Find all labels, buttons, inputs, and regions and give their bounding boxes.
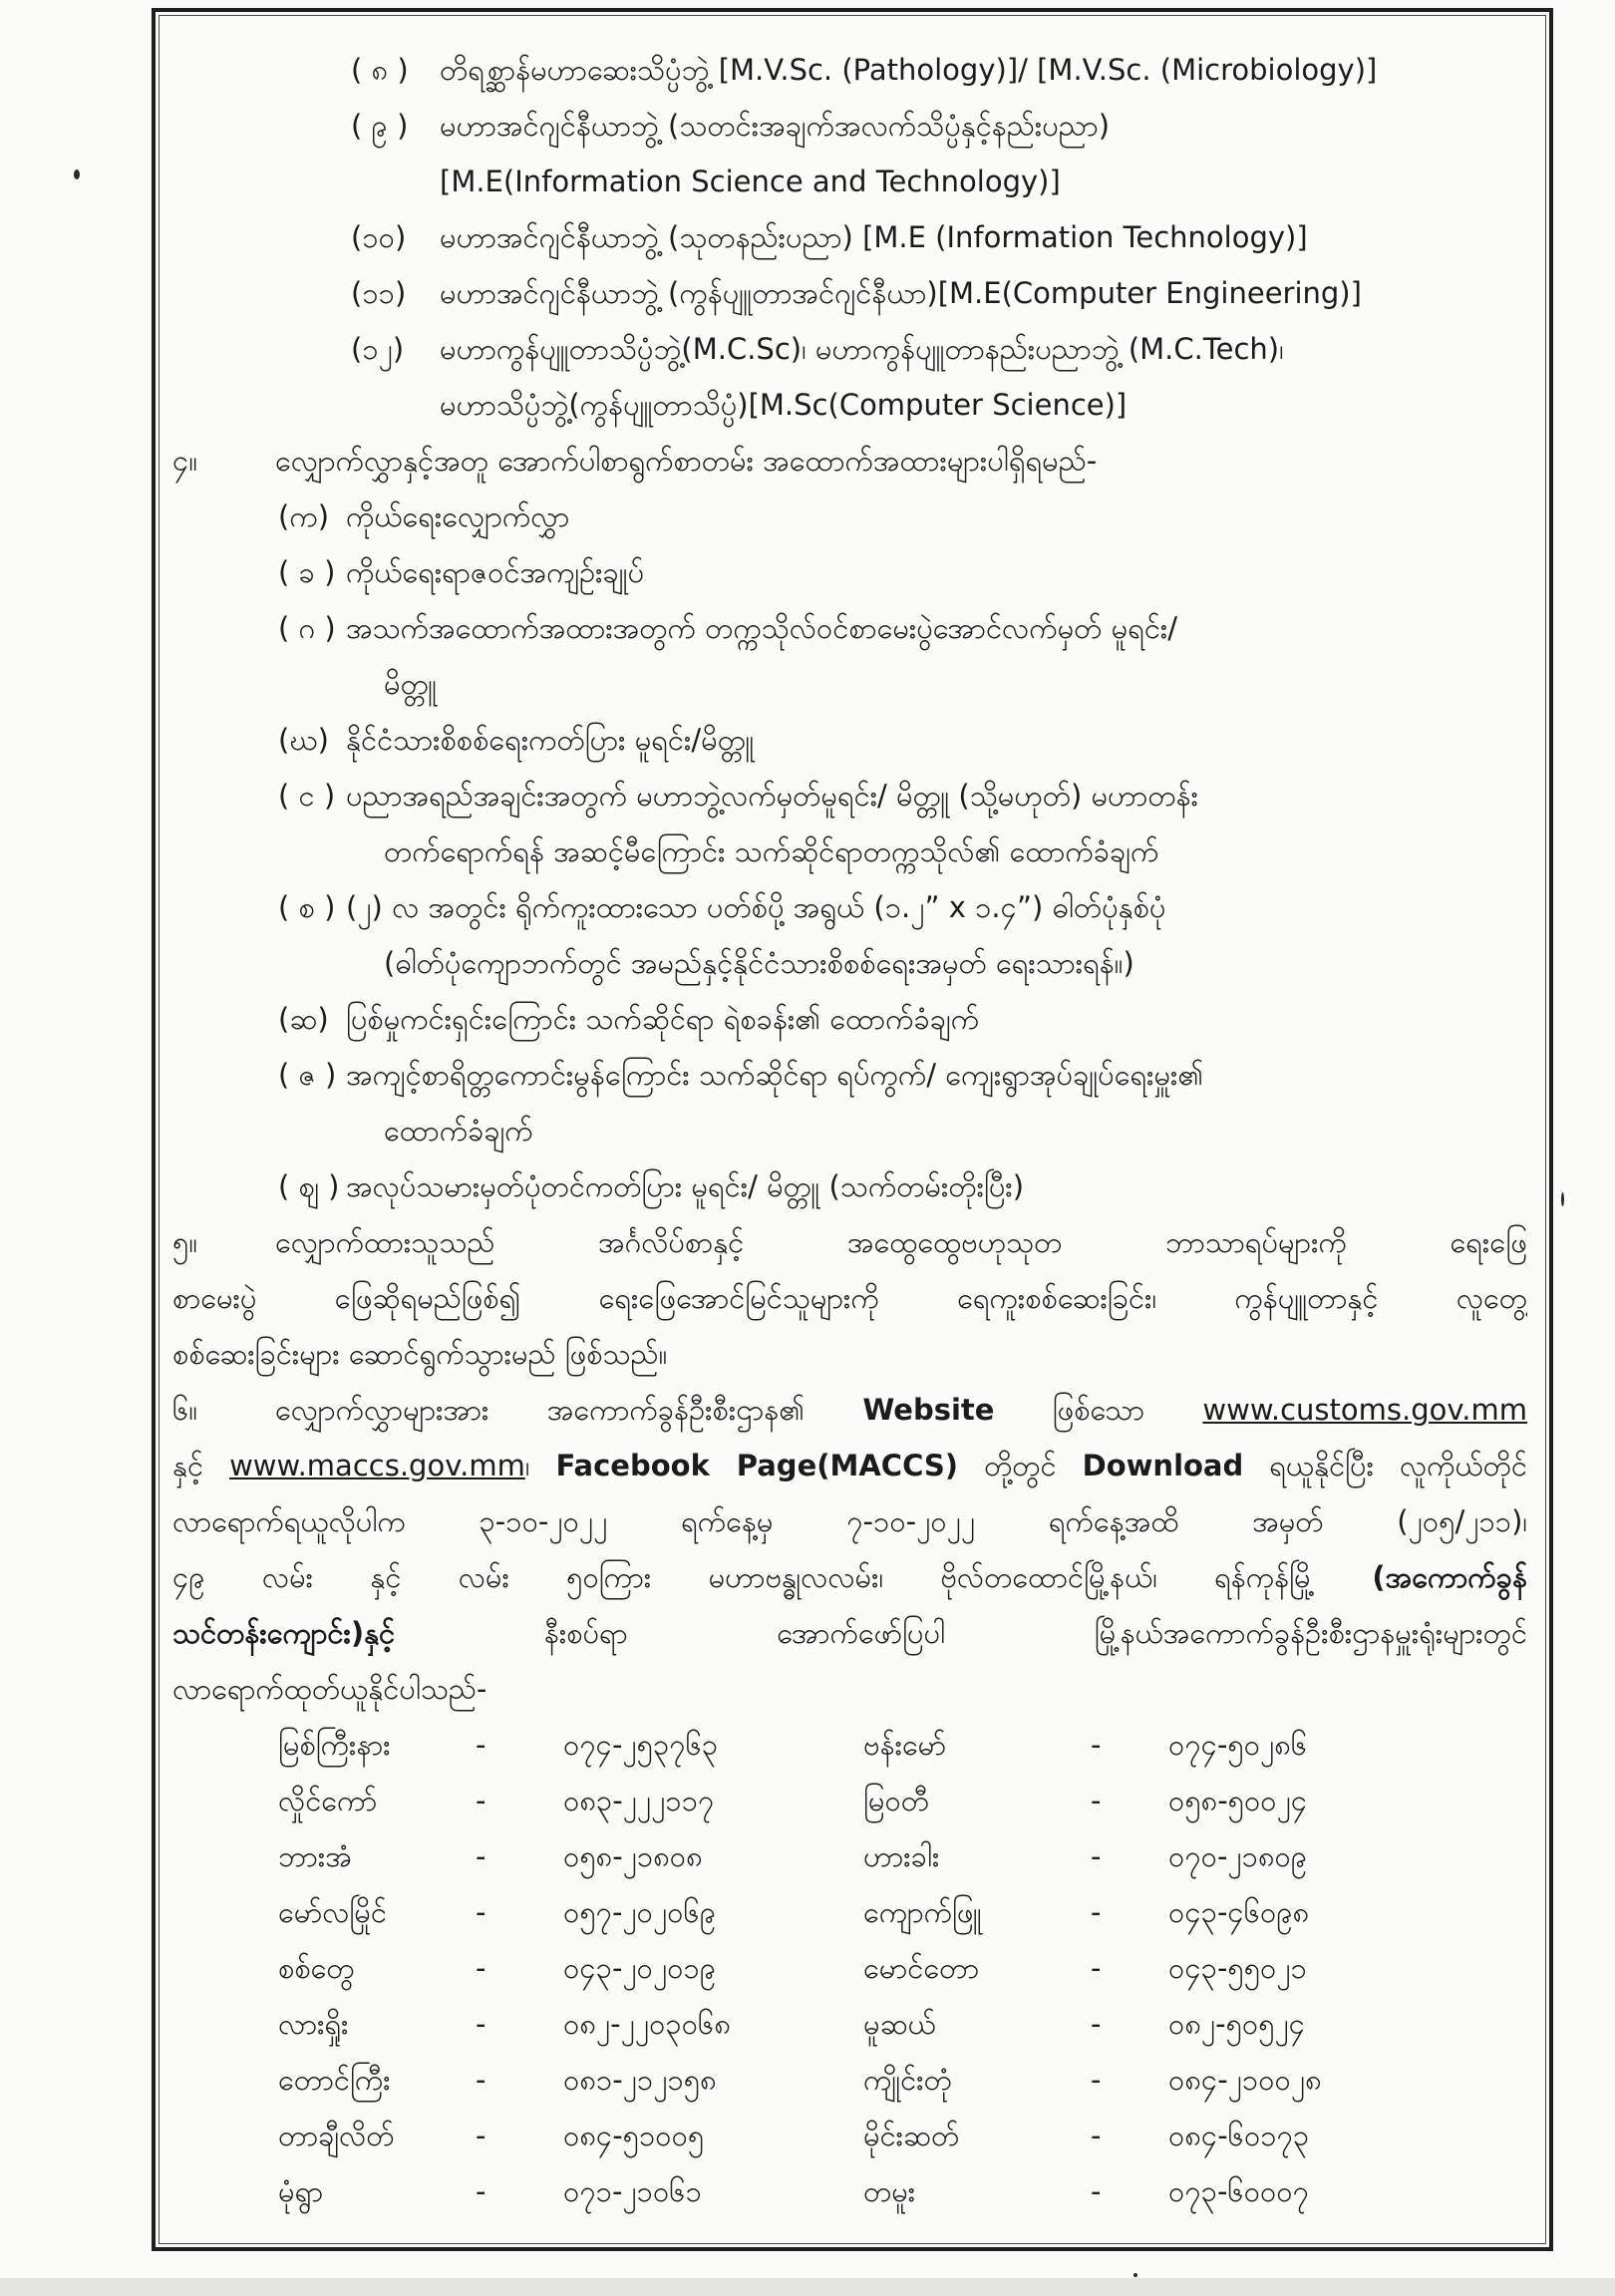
text-segment: ရယူနိုင်ပြီး လူကိုယ်တိုင် xyxy=(1243,1449,1527,1482)
office-row xyxy=(0,2163,1615,2219)
section-6-line xyxy=(0,1661,1615,1717)
office-dash: - xyxy=(1091,1895,1102,1929)
degree-item xyxy=(0,209,1615,265)
document-requirement-item xyxy=(0,544,1615,600)
paragraph-text: လျှောက်ထားသူသည် အင်္ဂလိပ်စာနှင့် အထွေထွေဗဟုသုတ ဘာသာရပ်များကို ရေးဖြေ xyxy=(275,1225,1527,1259)
degree-item-text: မဟာကွန်ပျူတာသိပ္ပံဘွဲ့(M.C.Sc)၊ မဟာကွန်ပျူတာနည်းပညာဘွဲ့ (M.C.Tech)၊ xyxy=(440,332,1284,366)
office-row xyxy=(0,2052,1615,2108)
office-name: ဘားအံ xyxy=(278,1839,352,1873)
document-requirement-item xyxy=(0,600,1615,656)
office-phone: ၀၄၃-၅၅၀၂၁ xyxy=(1168,1951,1307,1985)
requirement-text: ကိုယ်ရေးလျှောက်လွှာ xyxy=(346,499,570,533)
office-dash: - xyxy=(476,1784,486,1817)
office-phone: ၀၅၇-၂၀၂၀၆၉ xyxy=(563,1895,717,1929)
document-body xyxy=(0,42,1615,2219)
office-name: မော်လမြိုင် xyxy=(278,1895,387,1929)
website-label: Website xyxy=(862,1393,995,1427)
requirement-label: ( ဈ ) xyxy=(278,1169,340,1203)
text-segment: လျှောက်လွှာများအား အကောက်ခွန်ဦးစီးဌာန၏ xyxy=(275,1393,863,1427)
document-requirement-item xyxy=(0,489,1615,544)
degree-item-text: မဟာအင်ဂျင်နီယာဘွဲ့ (သုတနည်းပညာ) [M.E (Information Technology)] xyxy=(440,220,1308,254)
section-number: ၆။ xyxy=(172,1393,198,1427)
office-name: ဗန်းမော် xyxy=(863,1728,947,1762)
office-phone: ၀၈၂-၅၀၅၂၄ xyxy=(1168,2007,1306,2041)
text-segment: ၊ xyxy=(524,1449,556,1482)
requirement-label: (ဃ) xyxy=(278,723,329,757)
section-5-line xyxy=(0,1270,1615,1326)
section-5-line xyxy=(0,1326,1615,1382)
requirement-label: ( စ ) xyxy=(278,890,336,924)
requirement-label: ( ခ ) xyxy=(278,555,336,589)
office-phone: ၀၈၄-၂၁၀၀၂၈ xyxy=(1168,2063,1322,2097)
requirement-label: ( ဇ ) xyxy=(278,1058,337,1092)
section-6-line xyxy=(0,1549,1615,1605)
office-phone: ၀၈၃-၂၂၂၁၁၇ xyxy=(563,1784,715,1817)
office-dash: - xyxy=(476,1895,486,1929)
text-segment: နီးစပ်ရာ အောက်ဖော်ပြပါ မြို့နယ်အကောက်ခွန်ဦးစီးဌာနမှူးရုံးများတွင် xyxy=(395,1616,1527,1650)
bold-text-segment: (အကောက်ခွန် xyxy=(1372,1560,1527,1594)
degree-item xyxy=(0,265,1615,321)
degree-item-number: ( ၉ ) xyxy=(351,109,409,143)
document-requirement-item xyxy=(0,991,1615,1047)
office-name: မြဝတီ xyxy=(863,1784,929,1817)
office-phone: ၀၇၃-၆၀၀၀၇ xyxy=(1168,2174,1309,2208)
section-number: ၄။ xyxy=(172,444,198,478)
requirement-text: နိုင်ငံသားစိစစ်ရေးကတ်ပြား မူရင်း/မိတ္တူ xyxy=(346,723,755,757)
office-row xyxy=(0,1717,1615,1773)
paragraph-text xyxy=(275,1382,1527,1438)
requirement-text: အသက်အထောက်အထားအတွက် တက္ကသိုလ်ဝင်စာမေးပွဲအောင်လက်မှတ် မူရင်း/ xyxy=(346,611,1178,645)
download-label: Download xyxy=(1082,1449,1244,1482)
requirement-label: (က) xyxy=(278,499,330,533)
section-6-line xyxy=(0,1438,1615,1493)
office-name: လားရှိုး xyxy=(278,2007,349,2041)
paragraph-text xyxy=(172,1605,1527,1661)
office-name: ကျောက်ဖြူ xyxy=(863,1895,982,1929)
requirement-label: ( င ) xyxy=(278,779,336,813)
office-dash: - xyxy=(1091,2063,1102,2097)
section-heading-text: လျှောက်လွှာနှင့်အတူ အောက်ပါစာရွက်စာတမ်း အထောက်အထားများပါရှိရမည်- xyxy=(275,444,1098,478)
paragraph-text: စာမေးပွဲ ဖြေဆိုရမည်ဖြစ်၍ ရေးဖြေအောင်မြင်သူများကို ရေကူးစစ်ဆေးခြင်း၊ ကွန်ပျူတာနှင့် လူတွေ့ xyxy=(172,1281,1527,1315)
degree-item-number: (၁၀) xyxy=(351,220,407,254)
customs-url: www.customs.gov.mm xyxy=(1202,1393,1527,1427)
document-requirement-continuation xyxy=(0,656,1615,712)
requirement-text: ပြစ်မှုကင်းရှင်းကြောင်း သက်ဆိုင်ရာ ရဲစခန်း၏ ထောက်ခံချက် xyxy=(346,1002,980,1036)
office-name: တာချီလိတ် xyxy=(278,2119,395,2152)
office-dash: - xyxy=(476,1728,486,1762)
requirement-text: အလုပ်သမားမှတ်ပုံတင်ကတ်ပြား မူရင်း/ မိတ္တူ (သက်တမ်းတိုးပြီး) xyxy=(346,1169,1025,1203)
office-row xyxy=(0,2108,1615,2163)
degree-item-text: မဟာအင်ဂျင်နီယာဘွဲ့ (သတင်းအချက်အလက်သိပ္ပံနှင့်နည်းပညာ) xyxy=(440,109,1111,143)
office-phone: ၀၈၂-၂၂၀၃၀၆၈ xyxy=(563,2007,731,2041)
requirement-text: ကိုယ်ရေးရာဇဝင်အကျဉ်းချုပ် xyxy=(346,555,645,589)
document-requirement-continuation xyxy=(0,823,1615,879)
office-dash: - xyxy=(1091,1784,1102,1817)
degree-item-number: ( ၈ ) xyxy=(351,53,409,87)
paragraph-text: လာရောက်ရယူလိုပါက ၃-၁၀-၂၀၂၂ ရက်နေ့မှ ၇-၁၀-၂၀၂၂ ရက်နေ့အထိ အမှတ် (၂၀၅/၂၁၁)၊ xyxy=(172,1504,1527,1538)
office-name: မုံရွာ xyxy=(278,2174,324,2208)
office-dash: - xyxy=(1091,1839,1102,1873)
document-requirement-item xyxy=(0,1158,1615,1214)
degree-item-text: မဟာသိပ္ပံဘွဲ့(ကွန်ပျူတာသိပ္ပံ)[M.Sc(Computer Science)] xyxy=(440,388,1128,422)
section-4-heading xyxy=(0,433,1615,489)
office-phone: ၀၇၄-၅၀၂၈၆ xyxy=(1168,1728,1308,1762)
degree-item xyxy=(0,98,1615,154)
section-number: ၅။ xyxy=(172,1225,198,1259)
text-segment: ဖြစ်သော xyxy=(994,1393,1203,1427)
text-segment: တို့တွင် xyxy=(958,1449,1083,1482)
requirement-text: မိတ္တူ xyxy=(384,667,438,701)
paragraph-text xyxy=(172,1438,1527,1493)
degree-item-text: [M.E(Information Science and Technology)] xyxy=(440,164,1061,198)
text-segment: ၄၉ လမ်း နှင့် လမ်း ၅၀ကြား မဟာဗန္ဓုလလမ်း၊ ဗိုလ်တထောင်မြို့နယ်၊ ရန်ကုန်မြို့ xyxy=(172,1560,1373,1594)
maccs-url: www.maccs.gov.mm xyxy=(229,1449,525,1482)
paragraph-text: လာရောက်ထုတ်ယူနိုင်ပါသည်- xyxy=(172,1672,487,1706)
office-phone: ၀၇၁-၂၁၀၆၁ xyxy=(563,2174,702,2208)
requirement-text: အကျင့်စာရိတ္တကောင်းမွန်ကြောင်း သက်ဆိုင်ရာ ရပ်ကွက်/ ကျေးရွာအုပ်ချုပ်ရေးမှူး၏ xyxy=(346,1058,1204,1092)
office-dash: - xyxy=(1091,2174,1102,2208)
bold-text-segment: သင်တန်းကျောင်း)နှင့် xyxy=(172,1616,396,1650)
office-dash: - xyxy=(476,2119,486,2152)
office-phone: ၀၅၈-၂၁၈၀၈ xyxy=(563,1839,703,1873)
office-name: ဟားခါး xyxy=(863,1839,940,1873)
office-name: မြစ်ကြီးနား xyxy=(278,1728,391,1762)
requirement-text: ထောက်ခံချက် xyxy=(384,1114,533,1148)
office-dash: - xyxy=(476,2063,486,2097)
requirement-text: (ဓါတ်ပုံကျောဘက်တွင် အမည်နှင့်နိုင်ငံသားစိစစ်ရေးအမှတ် ရေးသားရန်။) xyxy=(384,946,1134,980)
office-name: ကျိုင်းတုံ xyxy=(863,2063,952,2097)
section-6-line xyxy=(0,1605,1615,1661)
office-name: မောင်တော xyxy=(863,1951,980,1985)
office-name: တမူး xyxy=(863,2174,916,2208)
office-phone: ၀၅၈-၅၀၀၂၄ xyxy=(1168,1784,1308,1817)
office-phone: ၀၈၄-၅၁၀၀၅ xyxy=(563,2119,705,2152)
section-5-line xyxy=(0,1214,1615,1270)
office-phone: ၀၄၃-၄၆၀၉၈ xyxy=(1168,1895,1310,1929)
degree-item-number: (၁၁) xyxy=(351,276,407,310)
scan-edge xyxy=(0,2278,1615,2296)
facebook-page-label: Facebook Page(MACCS) xyxy=(555,1449,959,1482)
paragraph-text: စစ်ဆေးခြင်းများ ဆောင်ရွက်သွားမည် ဖြစ်သည်။ xyxy=(172,1337,668,1371)
degree-item xyxy=(0,42,1615,98)
office-phone: ၀၇၄-၂၅၃၇၆၃ xyxy=(563,1728,719,1762)
office-name: တောင်ကြီး xyxy=(278,2063,391,2097)
degree-item-continuation xyxy=(0,377,1615,433)
requirement-text: ပညာအရည်အချင်းအတွက် မဟာဘွဲ့လက်မှတ်မူရင်း/ မိတ္တူ (သို့မဟုတ်) မဟာတန်း xyxy=(346,779,1198,813)
scan-mark xyxy=(1133,2273,1137,2277)
degree-item-number: (၁၂) xyxy=(351,332,405,366)
requirement-text: တက်ရောက်ရန် အဆင့်မီကြောင်း သက်ဆိုင်ရာတက္ကသိုလ်၏ ထောက်ခံချက် xyxy=(384,834,1159,868)
office-phone: ၀၄၃-၂၀၂၀၁၉ xyxy=(563,1951,717,1985)
office-phone: ၀၈၄-၆၀၁၇၃ xyxy=(1168,2119,1310,2152)
document-requirement-item xyxy=(0,1047,1615,1103)
document-requirement-continuation xyxy=(0,1103,1615,1158)
degree-item xyxy=(0,321,1615,377)
paragraph-text xyxy=(172,1549,1527,1605)
requirement-label: ( ဂ ) xyxy=(278,611,336,645)
office-name: မူဆယ် xyxy=(863,2007,936,2041)
office-phone: ၀၈၁-၂၁၂၁၅၈ xyxy=(563,2063,717,2097)
office-dash: - xyxy=(476,1951,486,1985)
document-requirement-item xyxy=(0,768,1615,823)
office-dash: - xyxy=(1091,2007,1102,2041)
office-dash: - xyxy=(1091,2119,1102,2152)
document-requirement-continuation xyxy=(0,935,1615,991)
degree-item-continuation xyxy=(0,154,1615,209)
office-row xyxy=(0,1773,1615,1828)
office-phone: ၀၇၀-၂၁၈၀၉ xyxy=(1168,1839,1308,1873)
office-name: မိုင်းဆတ် xyxy=(863,2119,960,2152)
office-name: စစ်တွေ xyxy=(278,1951,355,1985)
office-dash: - xyxy=(476,2007,486,2041)
office-name: လှိုင်ကော် xyxy=(278,1784,378,1817)
document-requirement-item xyxy=(0,879,1615,935)
requirement-label: (ဆ) xyxy=(278,1002,329,1036)
office-row xyxy=(0,1940,1615,1996)
degree-item-text: တိရစ္ဆာန်မဟာဆေးသိပ္ပံဘွဲ့ [M.V.Sc. (Pathology)]/ [M.V.Sc. (Microbiology)] xyxy=(440,53,1378,87)
section-6-line xyxy=(0,1493,1615,1549)
office-row xyxy=(0,1884,1615,1940)
office-row xyxy=(0,1828,1615,1884)
document-requirement-item xyxy=(0,712,1615,768)
office-dash: - xyxy=(1091,1728,1102,1762)
degree-item-text: မဟာအင်ဂျင်နီယာဘွဲ့ (ကွန်ပျူတာအင်ဂျင်နီယာ)[M.E(Computer Engineering)] xyxy=(440,276,1362,310)
office-row xyxy=(0,1996,1615,2052)
text-segment: နှင့် xyxy=(172,1449,230,1482)
office-dash: - xyxy=(1091,1951,1102,1985)
office-dash: - xyxy=(476,1839,486,1873)
office-dash: - xyxy=(476,2174,486,2208)
requirement-text: (၂) လ အတွင်း ရိုက်ကူးထားသော ပတ်စ်ပို့ အရွယ် (၁.၂” x ၁.၄”) ဓါတ်ပုံနှစ်ပုံ xyxy=(346,890,1166,924)
section-6-line xyxy=(0,1382,1615,1438)
